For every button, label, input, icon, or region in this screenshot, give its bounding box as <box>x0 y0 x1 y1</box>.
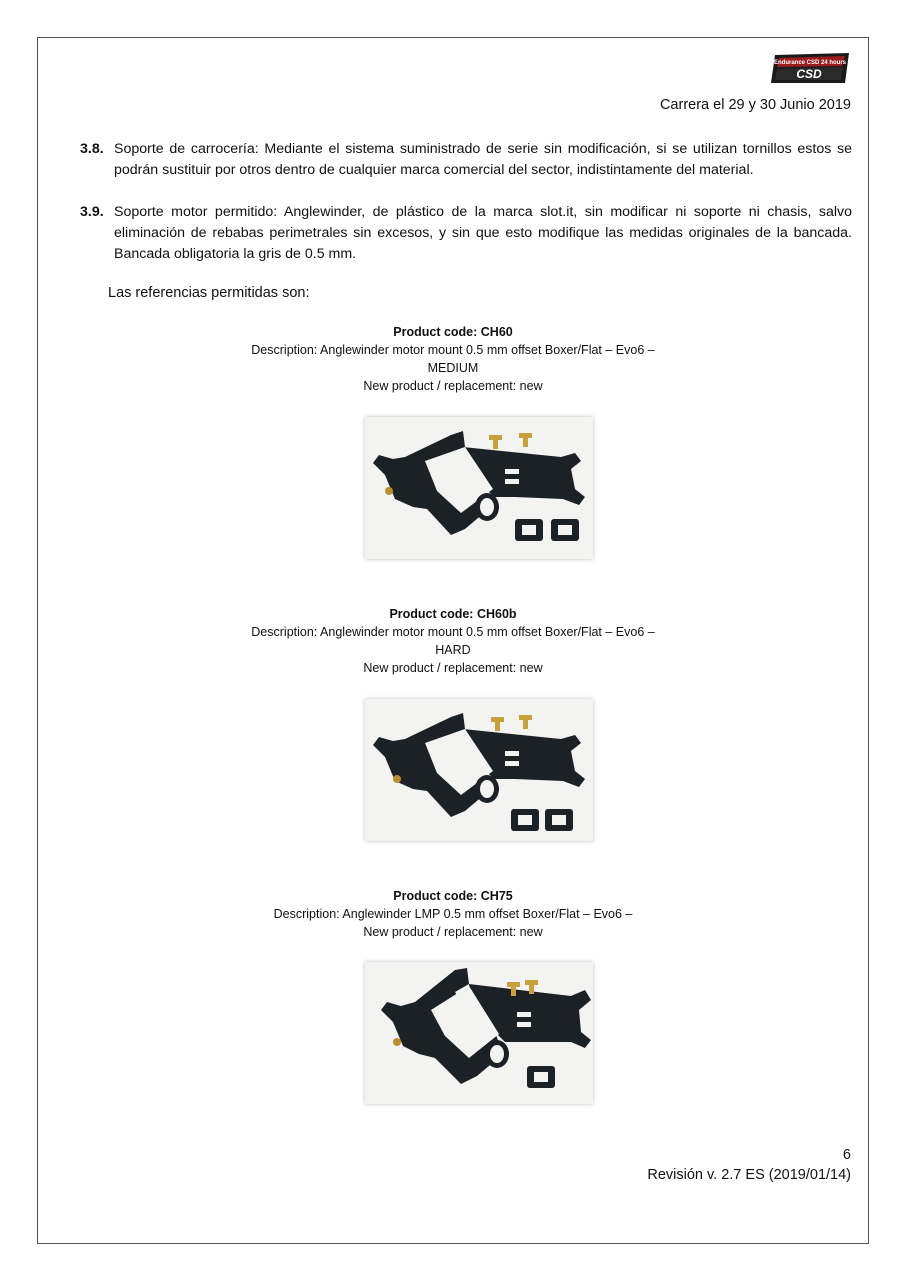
section-3-9 <box>80 202 852 265</box>
section-number: 3.9. <box>80 204 104 220</box>
product-description: Description: Anglewinder motor mount 0.5 mm offset Boxer/Flat – Evo6 – <box>251 625 655 639</box>
product-code: Product code: CH75 <box>393 889 513 903</box>
product-code: Product code: CH60b <box>389 607 517 621</box>
ch60-motor-mount-photo <box>365 417 593 559</box>
product-code: Product code: CH60 <box>393 325 513 339</box>
csd-logo <box>769 51 851 85</box>
product-variant: MEDIUM <box>427 361 479 375</box>
section-text: Soporte de carrocería: Mediante el sistema suministrado de serie sin modificación, si se utilizan tornillos estos se podrán sustituir por otros dentro de cualquier marca comercial del sector, indistintamente del material. <box>114 141 852 178</box>
section-text: Soporte motor permitido: Anglewinder, de plástico de la marca slot.it, sin modificar ni soporte ni chasis, salvo eliminación de rebabas perimetrales sin excesos, y sin que esto modifique las medidas originales de la bancada. Bancada obligatoria la gris de 0.5 mm. <box>114 204 852 262</box>
references-intro: Las referencias permitidas son: <box>108 285 310 301</box>
section-number: 3.8. <box>80 141 104 157</box>
product-ch60b <box>200 605 706 677</box>
svg-text:CSD: CSD <box>796 67 822 81</box>
ch75-motor-mount-photo <box>365 962 593 1104</box>
product-description: Description: Anglewinder motor mount 0.5 mm offset Boxer/Flat – Evo6 – <box>251 343 655 357</box>
svg-text:Endurance CSD 24 hours: Endurance CSD 24 hours <box>773 60 847 66</box>
event-date: Carrera el 29 y 30 Junio 2019 <box>659 97 851 113</box>
product-status: New product / replacement: new <box>363 379 543 393</box>
product-description: Description: Anglewinder LMP 0.5 mm offset Boxer/Flat – Evo6 – <box>273 907 633 921</box>
section-3-8 <box>80 139 852 181</box>
page-number: 6 <box>842 1147 851 1163</box>
revision-label: Revisión v. 2.7 ES (2019/01/14) <box>647 1167 851 1183</box>
product-status: New product / replacement: new <box>363 661 543 675</box>
ch60b-motor-mount-photo <box>365 699 593 841</box>
product-ch75 <box>200 887 706 941</box>
product-ch60 <box>200 323 706 395</box>
product-status: New product / replacement: new <box>363 925 543 939</box>
product-variant: HARD <box>435 643 471 657</box>
